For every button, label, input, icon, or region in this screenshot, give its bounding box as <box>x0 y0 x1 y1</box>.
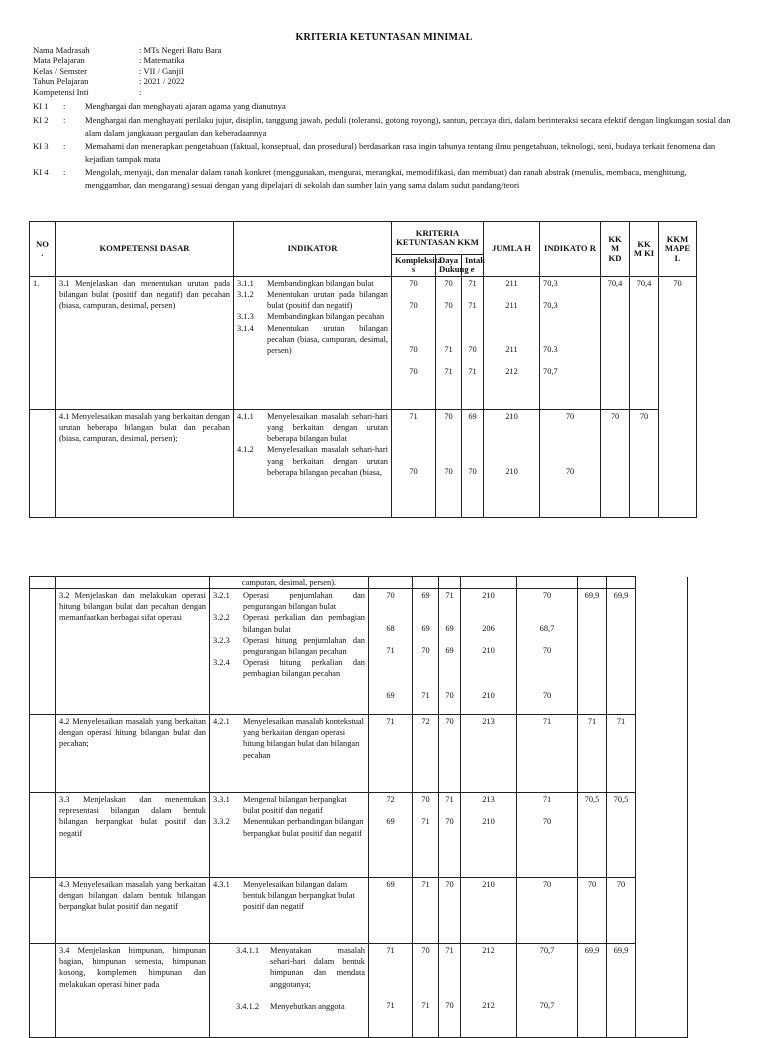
kkm-kd-cell: 70 <box>578 878 607 944</box>
kkm-kd-cell: 70 <box>601 409 630 517</box>
daya-dukung-cell: 71 <box>413 878 439 944</box>
daya-dukung-cell: 72 <box>413 715 439 793</box>
kkm-kd-cell: 69,9 <box>578 944 607 1038</box>
daya-dukung-cell: 70 70 <box>436 409 462 517</box>
indikator-cell: 3.1.1 Membandingkan bilangan bulat 3.1.2 Menentukan urutan pada bilangan bulat (positif dan negatif) 3.1.3 Membandingkan bilangan pecahan 3.1.4 Menentukan urutan bilangan pecahan (biasa, campuran, desimal, persen) <box>234 276 392 409</box>
ki-4 <box>33 166 733 191</box>
kkm-ki-cell: 69,9 <box>607 589 636 715</box>
jumlah-cell: 210 206 210 210 <box>461 589 517 715</box>
table-row <box>30 793 688 878</box>
indikator-cell: 3.3.1 Mengenal bilangan berpangkat bulat positif dan negatif 3.3.2 Menentukan perbandingan bilangan berpangkat bulat positif dan negatif <box>210 793 369 878</box>
col-header-kompleksitas: Kompleksita s <box>392 255 436 277</box>
indikator-continuation: campuran, desimal, persen). <box>210 577 369 589</box>
jumlah-cell: 213 210 <box>461 793 517 878</box>
kompleksitas-cell: 69 <box>369 878 413 944</box>
table-row <box>30 878 688 944</box>
intake-cell: 69 70 <box>462 409 484 517</box>
col-header-kkm-ki: KK M KI <box>630 222 659 277</box>
intake-cell: 71 70 <box>439 793 461 878</box>
kkm-kd-cell: 70,4 <box>601 276 630 409</box>
kompetensi-dasar-cell: 3.1 Menjelaskan dan menentukan urutan pada bilangan bulat (positif dan negatif) dan pecahan (biasa, campuran, desimal, persen) <box>56 276 234 409</box>
indikator-value-cell: 71 70 <box>517 793 578 878</box>
daya-dukung-cell: 69 69 70 71 <box>413 589 439 715</box>
indikator-value-cell: 71 <box>517 715 578 793</box>
col-header-kkm-kd: KK M KD <box>601 222 630 277</box>
kkm-ki-cell: 70,5 <box>607 793 636 878</box>
ki-text: Menghargai dan menghayati perilaku jujur, disiplin, tanggung jawab, peduli (toleransi, gotong royong), santun, percaya diri, dalam berinteraksi secara efektif dengan lingkungan sosial dan alam dalam jangkauan pergaulan dan keberadaannya <box>85 115 731 138</box>
meta-label: Mata Pelajaran <box>33 55 85 66</box>
indikator-value-cell: 70,3 70,3 70.3 70,7 <box>540 276 601 409</box>
table-row <box>30 577 688 589</box>
ki-text: Menghargai dan menghayati ajaran agama yang dianutnya <box>85 101 286 111</box>
kkm-kd-cell: 70,5 <box>578 793 607 878</box>
intake-cell: 71 70 <box>439 944 461 1038</box>
kkm-table-page-2 <box>29 576 688 1038</box>
ki-text: Memahami dan menerapkan pengetahuan (faktual, konseptual, dan prosedural) berdasarkan rasa ingin tahunya tentang ilmu pengetahuan, teknologi, seni, budaya terkait fenomena dan kejadian tampak mata <box>85 141 716 164</box>
kkm-ki-cell: 70,4 <box>630 276 659 409</box>
meta-value: : <box>139 86 142 97</box>
jumlah-cell: 210 210 <box>484 409 540 517</box>
daya-dukung-cell: 70 71 <box>413 793 439 878</box>
table-row <box>30 409 697 517</box>
kompleksitas-cell: 71 71 <box>369 944 413 1038</box>
intake-cell: 70 <box>439 878 461 944</box>
ki-2 <box>33 114 733 139</box>
jumlah-cell: 213 <box>461 715 517 793</box>
intake-cell: 71 69 69 70 <box>439 589 461 715</box>
ki-3 <box>33 140 733 165</box>
kkm-ki-cell: 70 <box>630 409 659 517</box>
table-row <box>30 276 697 409</box>
ki-colon: : <box>63 141 66 151</box>
kkm-mapel-cell <box>636 577 688 1038</box>
indikator-cell: 4.1.1 Menyelesaikan masalah sehari-hari yang berkaitan dengan urutan beberapa bilangan bulat 4.1.2 Menyelesaikan masalah sehari-hari yang berkaitan dengan urutan beberapa bilangan pecahan (biasa, <box>234 409 392 517</box>
col-header-no: NO . <box>30 222 56 277</box>
kompetensi-dasar-cell: 4.2 Menyelesaikan masalah yang berkaitan dengan operasi hitung bilangan bulat dan pecahan; <box>56 715 210 793</box>
school-info <box>33 45 221 97</box>
meta-value: : VII / Ganjil <box>139 65 184 76</box>
ki-text: Mengolah, menyaji, dan menalar dalam ranah konkret (menggunakan, mengurai, merangkai, memodifikasi, dan membuat) dan ranah abstrak (menulis, membaca, menghitung, menggambar, dan mengarang) sesuai dengan yang dipelajari di sekolah dan sumber lain yang sama dalam sudut pandang/teori <box>85 167 687 190</box>
kkm-ki-cell: 70 <box>607 878 636 944</box>
kkm-table-page-1 <box>29 221 697 518</box>
intake-cell: 71 71 70 71 <box>462 276 484 409</box>
kkm-ki-cell: 71 <box>607 715 636 793</box>
kompetensi-dasar-cell: 4.3 Menyelesaikan masalah yang berkaitan dengan bilangan dalam bentuk bilangan berpangkat bulat positif dan negatif <box>56 878 210 944</box>
kompetensi-dasar-cell: 3.2 Menjelaskan dan melakukan operasi hitung bilangan bulat dan pecahan dengan memanfaatkan berbagai sifat operasi <box>56 589 210 715</box>
kkm-kd-cell: 69,9 <box>578 589 607 715</box>
indikator-value-cell: 70 <box>517 878 578 944</box>
ki-code: KI 1 <box>33 101 49 111</box>
kompetensi-dasar-cell: 3.4 Menjelaskan himpunan, himpunan bagian, himpunan semesta, himpunan kosong, komplemen himpunan dan melakukan operasi biner pada <box>56 944 210 1038</box>
kompleksitas-cell: 71 <box>369 715 413 793</box>
col-header-daya-dukung: Daya Dukung <box>436 255 462 277</box>
kkm-kd-cell: 71 <box>578 715 607 793</box>
kompleksitas-cell: 72 69 <box>369 793 413 878</box>
table-row <box>30 589 688 715</box>
kkm-mapel-cell: 70 <box>659 276 697 517</box>
daya-dukung-cell: 70 71 <box>413 944 439 1038</box>
intake-cell: 70 <box>439 715 461 793</box>
col-header-intake: Intak e <box>462 255 484 277</box>
col-header-kriteria: KRITERIA KETUNTASAN KKM <box>392 222 484 255</box>
ki-code: KI 3 <box>33 141 49 151</box>
ki-1 <box>33 100 733 113</box>
ki-code: KI 4 <box>33 167 49 177</box>
kompleksitas-cell: 71 70 <box>392 409 436 517</box>
indikator-cell: 4.2.1 Menyelesaikan masalah kontekstual yang berkaitan dengan operasi hitung bilangan bulat dan bilangan pecahan <box>210 715 369 793</box>
kompleksitas-cell: 70 68 71 69 <box>369 589 413 715</box>
indikator-value-cell: 70 68,7 70 70 <box>517 589 578 715</box>
document-title: KRITERIA KETUNTASAN MINIMAL <box>295 32 473 43</box>
row-number <box>30 409 56 517</box>
table-row <box>30 715 688 793</box>
indikator-cell: 3.2.1 Operasi penjumlahan dan pengurangan bilangan bulat 3.2.2 Operasi perkalian dan pembagian bilangan bulat 3.2.3 Operasi hitung penjumlahan dan pengurangan bilangan pecahan 3.2.4 Operasi hitung perkalian dan pembagian bilangan pecahan <box>210 589 369 715</box>
indikator-cell: 4.3.1 Menyelesaikan bilangan dalam bentuk bilangan berpangkat bulat positif dan negatif <box>210 878 369 944</box>
meta-value: : MTs Negeri Batu Bara <box>139 45 222 55</box>
jumlah-cell: 210 <box>461 878 517 944</box>
ki-code: KI 2 <box>33 115 49 125</box>
table-row <box>30 944 688 1038</box>
jumlah-cell: 212 212 <box>461 944 517 1038</box>
indikator-cell: 3.4.1.1 Menyatakan masalah sehari-hari dalam bentuk himpunan dan mendata anggotanya; 3.4.1.2 Menyebutkan anggota <box>210 944 369 1038</box>
kkm-ki-cell: 69,9 <box>607 944 636 1038</box>
col-header-kkm-mapel: KKM MAPE L <box>659 222 697 277</box>
indikator-value-cell: 70 70 <box>540 409 601 517</box>
ki-colon: : <box>63 115 66 125</box>
col-header-jumlah: JUMLA H <box>484 222 540 277</box>
meta-label: Nama Madrasah <box>33 45 90 55</box>
jumlah-cell: 211 211 211 212 <box>484 276 540 409</box>
meta-label: Kelas / Semster <box>33 65 87 76</box>
meta-label: Kompetensi Inti <box>33 86 89 97</box>
document-page-2 <box>0 574 768 1024</box>
ki-colon: : <box>63 101 66 111</box>
col-header-kompetensi-dasar: KOMPETENSI DASAR <box>56 222 234 277</box>
page-gap <box>0 520 768 574</box>
indikator-value-cell: 70,7 70,7 <box>517 944 578 1038</box>
meta-value: : 2021 / 2022 <box>139 76 185 87</box>
meta-value: : Matematika <box>139 55 185 66</box>
kompleksitas-cell: 70 70 70 70 <box>392 276 436 409</box>
ki-colon: : <box>63 167 66 177</box>
daya-dukung-cell: 70 70 71 71 <box>436 276 462 409</box>
col-header-indikator: INDIKATOR <box>234 222 392 277</box>
row-number: 1. <box>30 276 56 409</box>
col-header-indikator-value: INDIKATO R <box>540 222 601 277</box>
kompetensi-dasar-cell: 4.1 Menyelesaikan masalah yang berkaitan dengan urutan beberapa bilangan bulat dan pecahan (biasa, campuran, desimal, persen); <box>56 409 234 517</box>
kompetensi-dasar-cell: 3.3 Menjelaskan dan menentukan representasi bilangan dalam bentuk bilangan berpangkat bulat positif dan negatif <box>56 793 210 878</box>
meta-label: Tahun Pelajaran <box>33 76 89 87</box>
